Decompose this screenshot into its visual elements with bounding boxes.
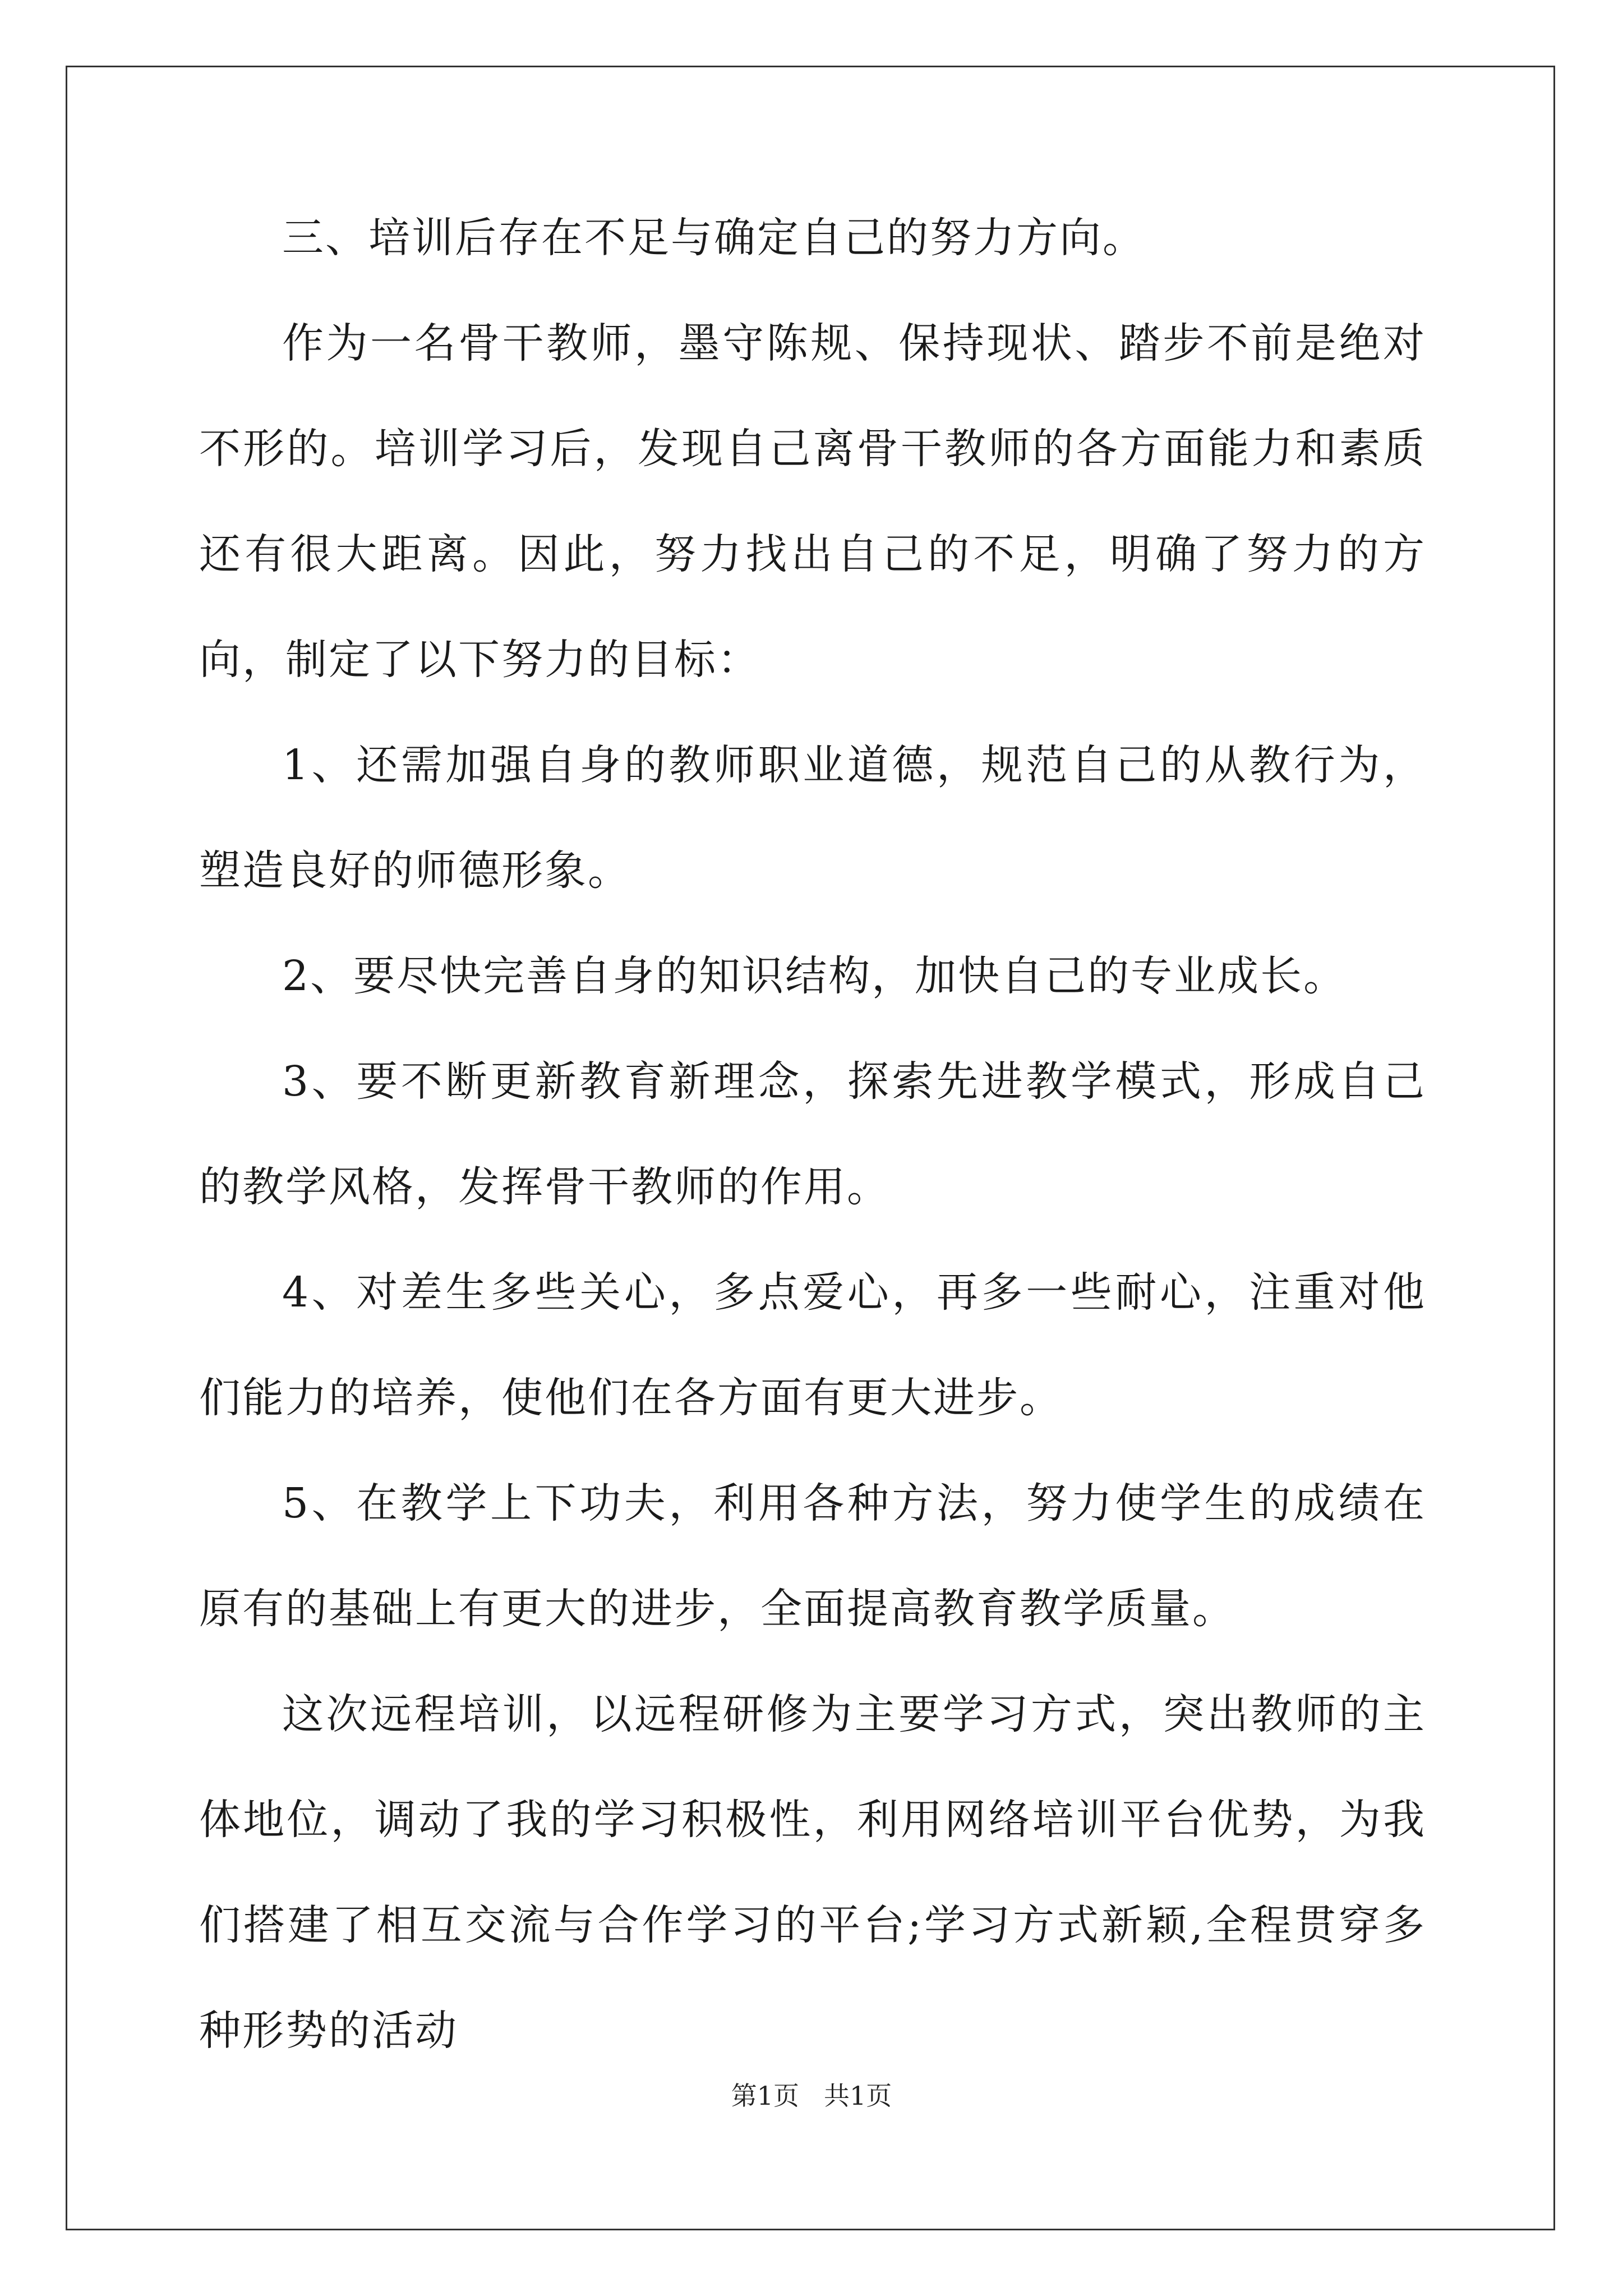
page-footer bbox=[0, 2076, 1623, 2113]
list-item-3: 3、要不断更新教育新理念，探索先进教学模式，形成自己的教学风格，发挥骨干教师的作用。 bbox=[199, 1057, 1426, 1211]
page-total: 共1页 bbox=[823, 2081, 892, 2111]
page-number: 第1页 bbox=[731, 2081, 800, 2111]
paragraph-heading: 三、培训后存在不足与确定自己的努力方向。 bbox=[282, 214, 1146, 262]
list-item-4: 4、对差生多些关心，多点爱心，再多一些耐心，注重对他们能力的培养，使他们在各方面有更大进步。 bbox=[199, 1268, 1426, 1422]
paragraph: 作为一名骨干教师，墨守陈规、保持现状、踏步不前是绝对不形的。培训学习后，发现自己离骨干教师的各方面能力和素质还有很大距离。因此，努力找出自己的不足，明确了努力的方向，制定了以下努力的目标： bbox=[199, 319, 1426, 684]
paragraph: 这次远程培训，以远程研修为主要学习方式，突出教师的主体地位，调动了我的学习积极性，利用网络培训平台优势，为我们搭建了相互交流与合作学习的平台;学习方式新颖,全程贯穿多种形势的活动 bbox=[199, 1690, 1426, 2055]
document-body bbox=[199, 185, 1426, 2083]
list-item-1: 1、还需加强自身的教师职业道德，规范自己的从教行为，塑造良好的师德形象。 bbox=[199, 741, 1426, 895]
list-item-2: 2、要尽快完善自身的知识结构，加快自己的专业成长。 bbox=[282, 952, 1347, 1000]
list-item-5: 5、在教学上下功夫，利用各种方法，努力使学生的成绩在原有的基础上有更大的进步，全面提高教育教学质量。 bbox=[199, 1479, 1426, 1633]
